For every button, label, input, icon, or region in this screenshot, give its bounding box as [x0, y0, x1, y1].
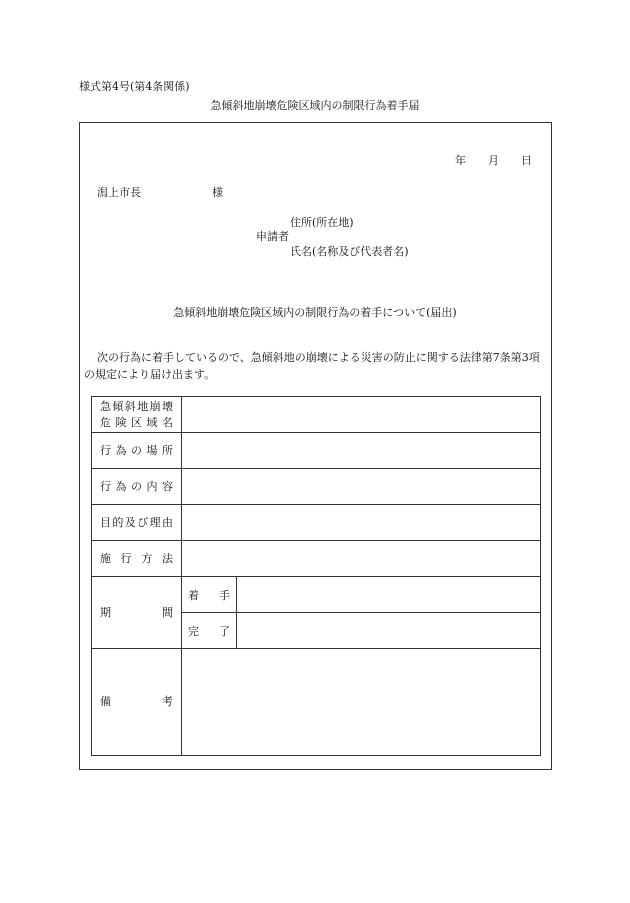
table-row-method [92, 541, 541, 577]
remarks-label: 備考 [92, 649, 182, 756]
complete-field[interactable] [237, 613, 541, 649]
month-label: 月 [488, 154, 499, 167]
content-field[interactable] [182, 469, 541, 505]
start-label: 着手 [182, 577, 237, 613]
form-title: 急傾斜地崩壊危険区域内の制限行為着手届 [210, 99, 420, 112]
place-label: 行為の場所 [92, 433, 182, 469]
notice-body: 次の行為に着手しているので、急傾斜地の崩壊による災害の防止に関する法律第7条第3項の規定により届け出ます。 [84, 351, 540, 381]
purpose-field[interactable] [182, 505, 541, 541]
table-row-place [92, 433, 541, 469]
complete-label: 完了 [182, 613, 237, 649]
table-row-area-name [92, 397, 541, 433]
applicant-name-label: 氏名(名称及び代表者名) [290, 245, 409, 258]
method-label: 施行方法 [92, 541, 182, 577]
content-label: 行為の内容 [92, 469, 182, 505]
date-line [455, 155, 532, 166]
place-field[interactable] [182, 433, 541, 469]
remarks-field[interactable] [182, 649, 541, 756]
area-name-label: 急傾斜地崩壊 危険区域名 [92, 397, 182, 433]
form-number-label: 様式第4号(第4条関係) [79, 80, 190, 93]
area-name-field[interactable] [182, 397, 541, 433]
start-field[interactable] [237, 577, 541, 613]
period-label: 期間 [92, 577, 182, 649]
addressee-name: 潟上市長 [97, 186, 141, 199]
table-row-remarks [92, 649, 541, 756]
applicant-address-label: 住所(所在地) [290, 216, 354, 229]
year-label: 年 [455, 154, 466, 167]
purpose-label: 目的及び理由 [92, 505, 182, 541]
table-row-period-start [92, 577, 541, 613]
notice-title: 急傾斜地崩壊危険区域内の制限行為の着手について(届出) [173, 306, 457, 319]
applicant-label: 申請者 [256, 230, 289, 243]
detail-table [91, 396, 541, 756]
table-row-purpose [92, 505, 541, 541]
method-field[interactable] [182, 541, 541, 577]
addressee-honorific: 様 [212, 186, 223, 199]
day-label: 日 [521, 154, 532, 167]
table-row-content [92, 469, 541, 505]
